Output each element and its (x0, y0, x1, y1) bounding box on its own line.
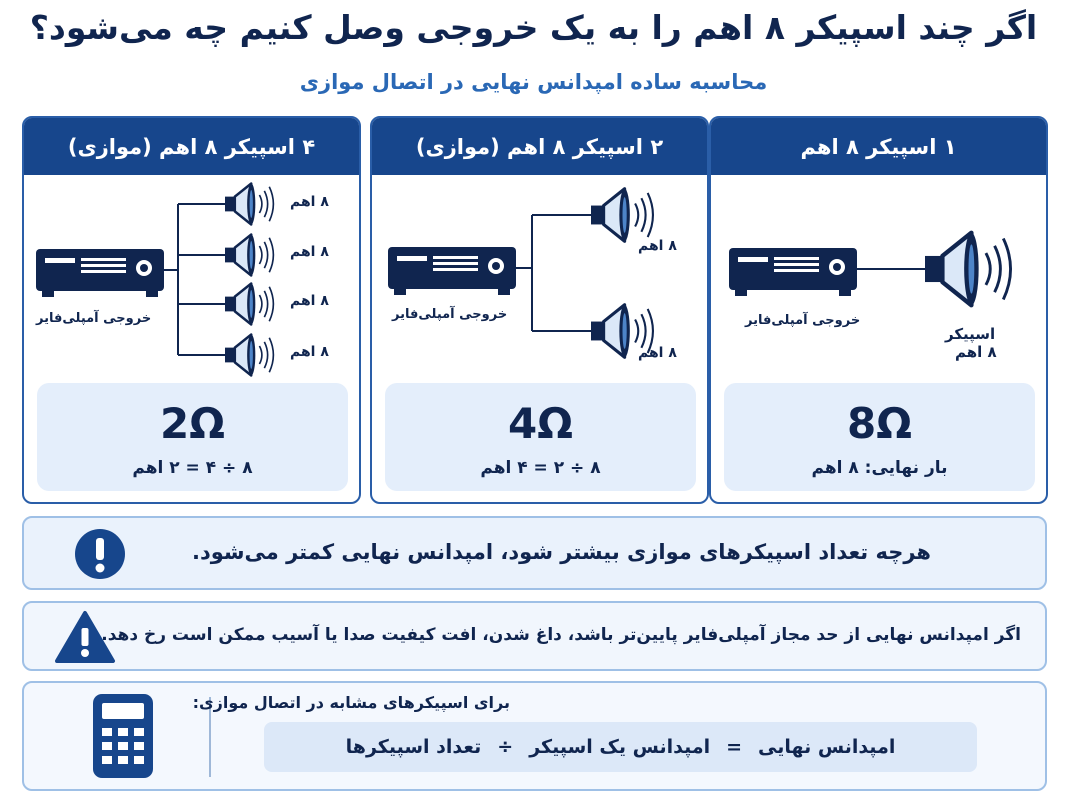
speaker-ohm-label: ۸ اهم (290, 244, 329, 260)
result-value: 2Ω (160, 399, 225, 448)
amplifier-icon (388, 247, 516, 295)
formula-intro: برای اسپیکرهای مشابه در اتصال موازی: (192, 693, 510, 712)
speaker-ohm-label: ۸ اهم (290, 293, 329, 309)
formula-equals: = (726, 736, 743, 758)
page-subtitle: محاسبه ساده امپدانس نهایی در اتصال موازی (299, 70, 768, 94)
warning-text: اگر امپدانس نهایی از حد مجاز آمپلی‌فایر پایین‌تر باشد، داغ شدن، افت کیفیت صدا یا آسیب ممکن است رخ دهد. (101, 625, 1021, 645)
key-point-box (22, 516, 1047, 590)
result-caption: بار نهایی: ۸ اهم (811, 458, 948, 478)
formula-divide: ÷ (497, 736, 514, 758)
amplifier-label: خروجی آمپلی‌فایر (36, 311, 152, 326)
single-speaker-diagram (711, 175, 1048, 385)
formula-single: امپدانس یک اسپیکر (529, 736, 711, 758)
key-point-text: هرچه تعداد اسپیکرهای موازی بیشتر شود، امپدانس نهایی کمتر می‌شود. (191, 540, 931, 564)
panel-two-speakers (370, 116, 709, 504)
amplifier-icon (36, 249, 164, 297)
page-title: اگر چند اسپیکر ۸ اهم را به یک خروجی وصل کنیم چه می‌شود؟ (29, 8, 1038, 47)
panel-heading: ۱ اسپیکر ۸ اهم (711, 118, 1046, 175)
speaker-icon (225, 335, 273, 376)
amplifier-label: خروجی آمپلی‌فایر (392, 307, 508, 322)
result-caption: ۸ ÷ ۲ = ۴ اهم (480, 458, 601, 478)
speaker-label: اسپیکر (945, 325, 996, 343)
amplifier-label: خروجی آمپلی‌فایر (745, 313, 861, 328)
speaker-icon (925, 233, 1011, 306)
result-value: 4Ω (508, 399, 573, 448)
panel-four-speakers (22, 116, 361, 504)
exclamation-circle-icon (74, 528, 126, 580)
warning-box (22, 601, 1047, 671)
result-box (724, 383, 1035, 491)
result-caption: ۸ ÷ ۴ = ۲ اهم (132, 458, 253, 478)
speaker-icon (225, 184, 273, 225)
panel-heading: ۲ اسپیکر ۸ اهم (موازی) (372, 118, 707, 175)
panel-one-speaker (709, 116, 1048, 504)
amplifier-icon (729, 248, 857, 296)
formula-pill (264, 722, 977, 772)
result-value: 8Ω (847, 399, 912, 448)
speaker-ohm-label: ۸ اهم (638, 238, 677, 254)
speaker-icon (225, 235, 273, 276)
speaker-ohm-label: ۸ اهم (290, 344, 329, 360)
result-box (385, 383, 696, 491)
formula-count: تعداد اسپیکرها (345, 736, 482, 758)
calculator-icon (92, 693, 154, 779)
result-box (37, 383, 348, 491)
speaker-ohm-label: ۸ اهم (955, 343, 997, 361)
formula-box (22, 681, 1047, 791)
panel-heading: ۴ اسپیکر ۸ اهم (موازی) (24, 118, 359, 175)
speaker-icon (591, 189, 653, 242)
speaker-ohm-label: ۸ اهم (638, 345, 677, 361)
speaker-icon (225, 284, 273, 325)
speaker-ohm-label: ۸ اهم (290, 194, 329, 210)
formula-result: امپدانس نهایی (758, 736, 896, 758)
